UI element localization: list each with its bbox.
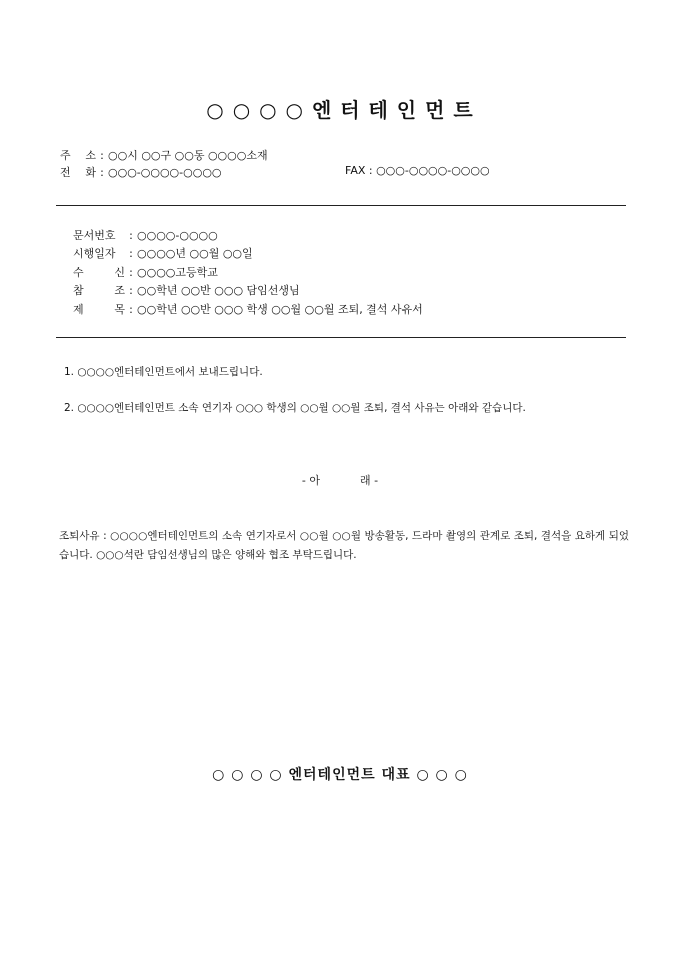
address-label: 주 소 <box>60 149 96 162</box>
below-heading <box>0 472 680 488</box>
field-value: ○○○○고등학교 <box>137 266 218 279</box>
colon: : <box>129 229 133 242</box>
field-value: ○○학년 ○○반 ○○○ 담임선생님 <box>137 284 300 297</box>
field-label: 문서번호 <box>73 229 116 242</box>
below-heading-right: 래 - <box>360 474 379 487</box>
colon: : <box>129 247 133 260</box>
paragraph-1: 1. ○○○○엔터테인먼트에서 보내드립니다. <box>64 366 263 378</box>
colon: : <box>129 266 133 279</box>
field-value: ○○○○년 ○○월 ○○일 <box>137 247 253 260</box>
field-row-subject <box>73 301 423 317</box>
divider-bottom <box>56 337 626 338</box>
document-title: ○ ○ ○ ○ 엔 터 테 인 먼 트 <box>206 98 474 122</box>
field-value: ○○○○-○○○○ <box>137 229 218 242</box>
field-row-doc-number <box>73 227 218 243</box>
field-label: 참 조 <box>73 284 125 297</box>
phone-row <box>60 164 222 180</box>
phone-value: ○○○-○○○○-○○○○ <box>108 166 222 179</box>
address-value: ○○시 ○○구 ○○동 ○○○○소재 <box>108 149 268 162</box>
signature-line: ○ ○ ○ ○ 엔터테인먼트 대표 ○ ○ ○ <box>212 767 468 783</box>
field-label: 시행일자 <box>73 247 116 260</box>
fax-number: FAX : ○○○-○○○○-○○○○ <box>345 164 490 177</box>
address-row <box>60 147 268 163</box>
colon: : <box>100 149 104 162</box>
divider-top <box>56 205 626 206</box>
below-heading-left: - 아 <box>301 474 320 487</box>
field-row-date <box>73 245 253 261</box>
field-label: 제 목 <box>73 303 125 316</box>
field-label: 수 신 <box>73 266 125 279</box>
reason-text: 조퇴사유 : ○○○○엔터테인먼트의 소속 연기자로서 ○○월 ○○월 방송활동, 드라마 촬영의 관계로 조퇴, 결석을 요하게 되었습니다. ○○○석란 담임선생님의 많은 양해와 협조 부탁드립니다. <box>59 530 629 561</box>
phone-label: 전 화 <box>60 166 96 179</box>
field-row-reference <box>73 282 300 298</box>
paragraph-2: 2. ○○○○엔터테인먼트 소속 연기자 ○○○ 학생의 ○○월 ○○월 조퇴, 결석 사유는 아래와 같습니다. <box>64 402 526 414</box>
field-row-recipient <box>73 264 218 280</box>
colon: : <box>129 303 133 316</box>
field-value: ○○학년 ○○반 ○○○ 학생 ○○월 ○○월 조퇴, 결석 사유서 <box>137 303 423 316</box>
colon: : <box>100 166 104 179</box>
colon: : <box>129 284 133 297</box>
